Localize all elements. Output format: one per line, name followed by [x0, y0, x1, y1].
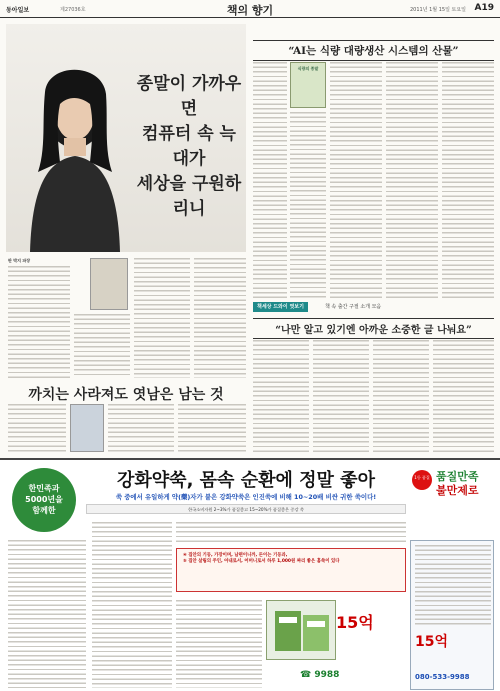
quality-text-1: 품질만족 — [436, 470, 479, 483]
feature-text-col-6 — [108, 404, 174, 454]
feature-text-col-4 — [194, 258, 246, 378]
ad-notice: ④ 집안의 기둥, 가장이며, 남편이니까, 돈이는 기둥과, ⑤ 집안 살림의 주인, 아내로서, 어머니로서 하루 1,000원 짜리 좋은 홈쑥이 있다 — [176, 548, 406, 592]
feature-text-col-7 — [178, 404, 246, 454]
feature-photo — [6, 24, 246, 252]
ad-side-panel — [410, 540, 494, 690]
ad-text-col-4 — [176, 600, 262, 688]
book-column-banner — [253, 302, 494, 312]
paper-name: 동아일보 — [6, 7, 30, 14]
review-text-col-5 — [290, 112, 326, 298]
column-headline: “나만 알고 있기엔 아까운 소중한 글 나눠요” — [253, 318, 494, 339]
ad-quality-box — [410, 466, 494, 532]
banner-sub: 책 속 출간 구절 소개 모음 — [325, 304, 382, 310]
section-title: 책의 향기 — [226, 4, 274, 17]
book-cover — [90, 258, 128, 310]
ad-info-strip: 한국소비자원 2~3%가 품질좋고 15~20%가 품질좋은 중강 쑥 — [86, 504, 406, 514]
ad-text-col-3 — [176, 522, 406, 544]
quality-pill: 1등 품질 — [412, 470, 432, 490]
feature-text-col-2 — [74, 314, 130, 378]
book-review-headline: “AI는 식량 대량생산 시스템의 산물” — [253, 40, 494, 61]
review-text-col-4 — [442, 62, 494, 298]
review-text-col-2 — [330, 62, 382, 298]
ad-side-phone[interactable]: 080-533-9988 — [415, 673, 470, 681]
ad-price: 15억 — [336, 613, 374, 632]
ad-headline: 강화약쑥, 몸속 순환에 정말 좋아 — [117, 470, 375, 491]
masthead — [0, 0, 500, 18]
issue-date: 2011년 1월 15일 토요일 — [409, 7, 466, 13]
issue-number: 제27036호 — [60, 7, 86, 13]
advertisement — [0, 458, 500, 691]
review-text-col-1 — [253, 62, 287, 298]
ad-tagline: 쑥 중에서 유일하게 약(藥)자가 붙은 강화약쑥은 인진쑥에 비해 10~20배 비싼 귀한 쑥이다! — [115, 493, 377, 501]
column-text-col-4 — [433, 340, 494, 454]
product-box-icon — [267, 601, 337, 661]
column-text-col-1 — [253, 340, 309, 454]
ad-side-price: 15억 — [415, 634, 449, 650]
ad-badge: 한민족과 5000년을 함께한 — [12, 468, 76, 532]
ad-text-col-2 — [92, 522, 172, 688]
author-photo-icon — [20, 52, 130, 252]
feature-subheadline: 까치는 사라져도 엿남은 남는 것 — [28, 387, 224, 403]
banner-tab: 책세상 드와이 엿보기 — [253, 302, 308, 312]
ad-product-image — [266, 600, 336, 660]
review-text-col-3 — [386, 62, 438, 298]
column-text-col-2 — [313, 340, 369, 454]
ad-side-text — [415, 545, 491, 625]
feature-text-col-3 — [134, 258, 190, 378]
book-cover-2 — [70, 404, 104, 452]
ad-phone[interactable]: ☎ 9988 — [300, 670, 340, 680]
feature-byline: 판 박지 파장 — [8, 258, 31, 263]
column-text-col-3 — [373, 340, 429, 454]
quality-text-2: 불만제로 — [436, 484, 479, 497]
feature-headline: 종말이 가까우면 컴퓨터 속 늑대가 세상을 구원하리니 — [136, 74, 242, 219]
feature-text-col-5 — [8, 404, 66, 454]
book-cover-food: 식량의 종말 — [290, 62, 326, 108]
feature-text-col-1 — [8, 266, 70, 378]
page-number: A19 — [474, 3, 494, 13]
ad-text-col-1 — [8, 540, 86, 688]
